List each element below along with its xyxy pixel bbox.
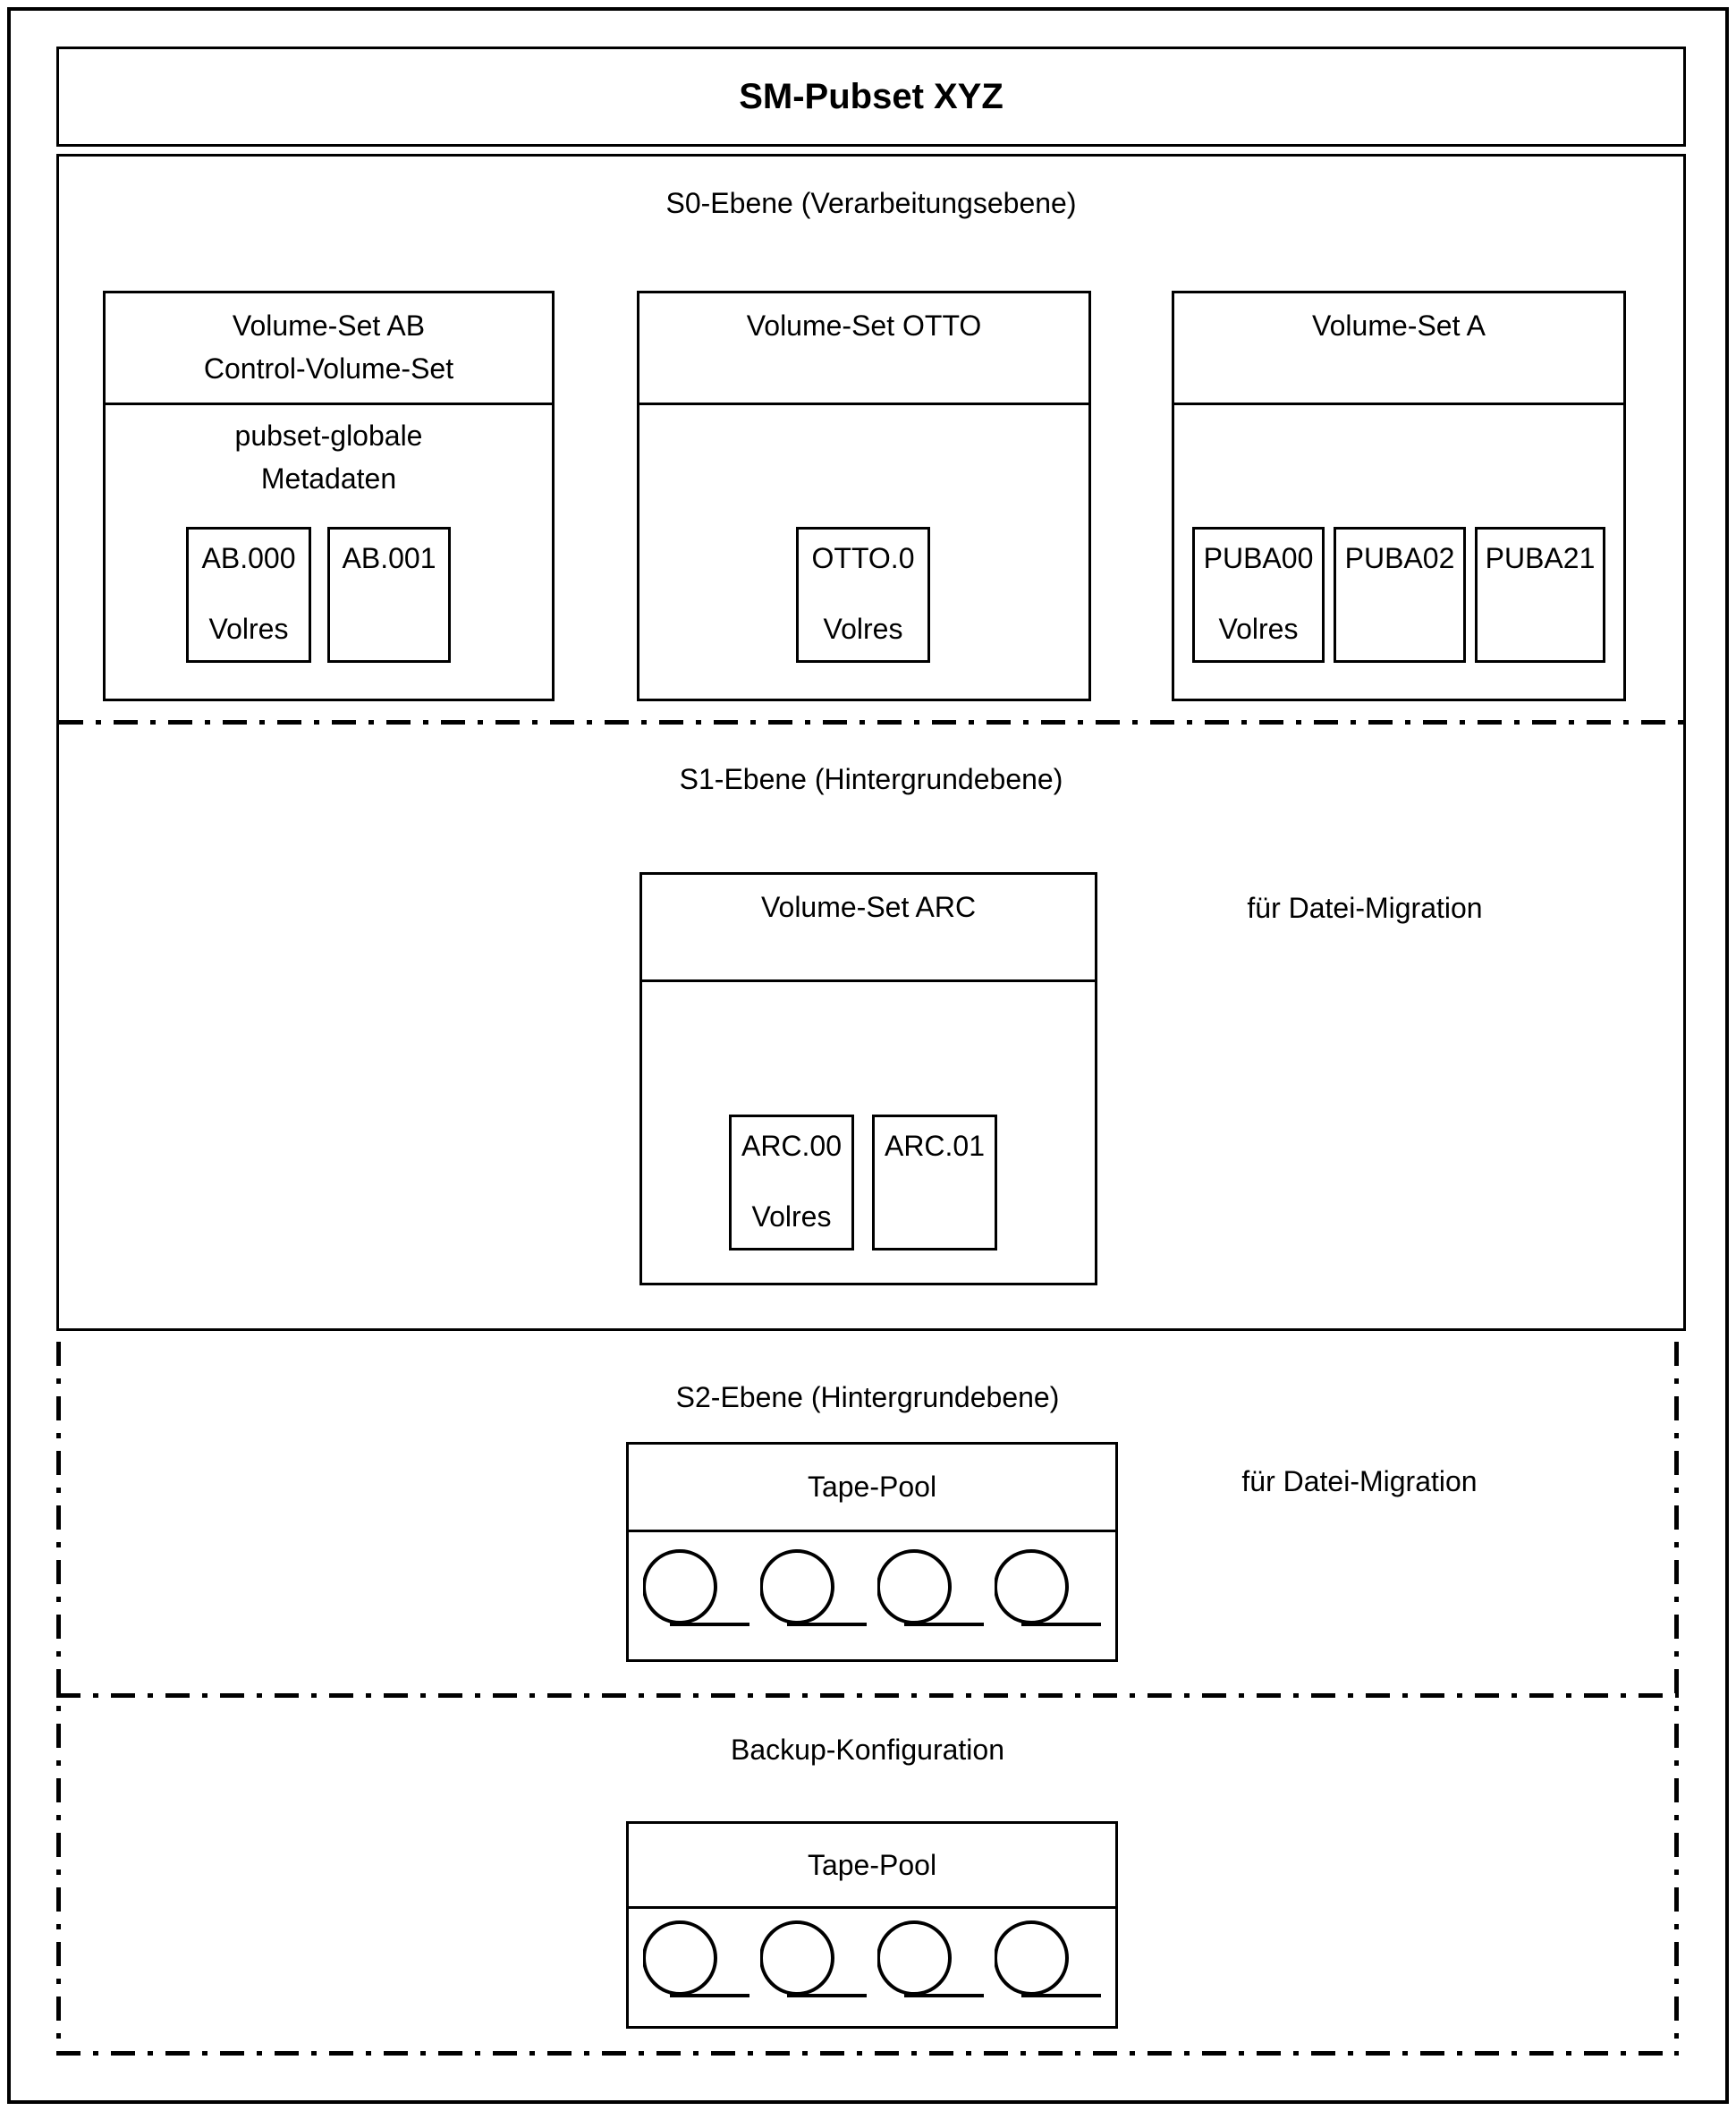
dashed-border-left [56,1342,61,2056]
volume-set-otto-header [639,293,1088,405]
volume-set-ab-title: Volume-Set AB [232,309,426,342]
s2-migration-note: für Datei-Migration [1241,1465,1478,1497]
dashed-border-right [1674,1342,1679,2056]
volres-label: Volres [823,613,903,645]
volume-name: ARC.00 [741,1130,843,1162]
volume-box-puba00 [1192,527,1325,663]
backup-tape-row [629,1909,1115,2007]
dashed-border-bottom [56,2051,1679,2056]
volume-name: ARC.01 [884,1130,986,1162]
volume-box-puba02 [1334,527,1466,663]
volume-set-arc-body [642,982,1095,1283]
s1-migration-note: für Datei-Migration [1247,892,1483,924]
volume-box-ab000 [186,527,311,663]
volume-name: PUBA21 [1485,542,1596,574]
title-box [56,47,1686,147]
volume-set-ab-subtitle: Control-Volume-Set [203,352,454,385]
tape-reel-icon [877,1547,986,1636]
tape-reel-icon [643,1918,751,2007]
volume-set-arc-header [642,875,1095,982]
tape-reel-icon [643,1547,751,1636]
volume-set-arc-box [639,872,1097,1285]
s0-s1-dashed-separator [59,720,1683,725]
backup-config-label: Backup-Konfiguration [731,1734,1004,1766]
volume-box-puba21 [1475,527,1605,663]
s1-level-label: S1-Ebene (Hintergrundebene) [679,763,1063,795]
s0-s1-container [56,154,1686,1331]
s2-tape-row [629,1532,1115,1636]
volume-name: OTTO.0 [811,542,915,574]
s2-level-label: S2-Ebene (Hintergrundebene) [675,1381,1060,1413]
tape-reel-icon [995,1918,1103,2007]
volume-set-otto-body [639,405,1088,699]
volume-set-a-body [1174,405,1623,699]
s2-backup-dashed-separator [56,1693,1679,1698]
volume-box-ab001 [327,527,451,663]
volume-set-ab-body [106,405,552,699]
volres-label: Volres [1218,613,1299,645]
diagram-title: SM-Pubset XYZ [739,76,1003,116]
s2-backup-container [56,1342,1679,2056]
volume-box-arc00 [729,1115,854,1250]
s2-tape-pool-header: Tape-Pool [629,1445,1115,1532]
backup-tape-pool-header: Tape-Pool [629,1824,1115,1909]
pubset-global-metadata-note: pubset-globale Metadaten [234,420,423,495]
volume-set-arc-title: Volume-Set ARC [760,891,977,923]
volres-label: Volres [208,613,289,645]
volume-set-otto-title: Volume-Set OTTO [746,309,982,342]
tape-reel-icon [877,1918,986,2007]
volume-set-a-box [1172,291,1626,701]
volume-name: AB.000 [201,542,296,574]
volume-set-ab-box [103,291,555,701]
backup-tape-pool-box [626,1821,1118,2029]
volume-name: PUBA02 [1344,542,1455,574]
tape-reel-icon [760,1547,868,1636]
volume-set-otto-box [637,291,1091,701]
volume-box-otto0 [796,527,930,663]
s0-level-label: S0-Ebene (Verarbeitungsebene) [665,187,1077,219]
volume-name: AB.001 [342,542,436,574]
volres-label: Volres [751,1200,832,1233]
volume-name: PUBA00 [1203,542,1314,574]
s2-tape-pool-box [626,1442,1118,1662]
tape-reel-icon [760,1918,868,2007]
volume-set-ab-header [106,293,552,405]
volume-box-arc01 [872,1115,997,1250]
volume-set-a-header [1174,293,1623,405]
tape-reel-icon [995,1547,1103,1636]
volume-set-a-title: Volume-Set A [1312,309,1486,342]
